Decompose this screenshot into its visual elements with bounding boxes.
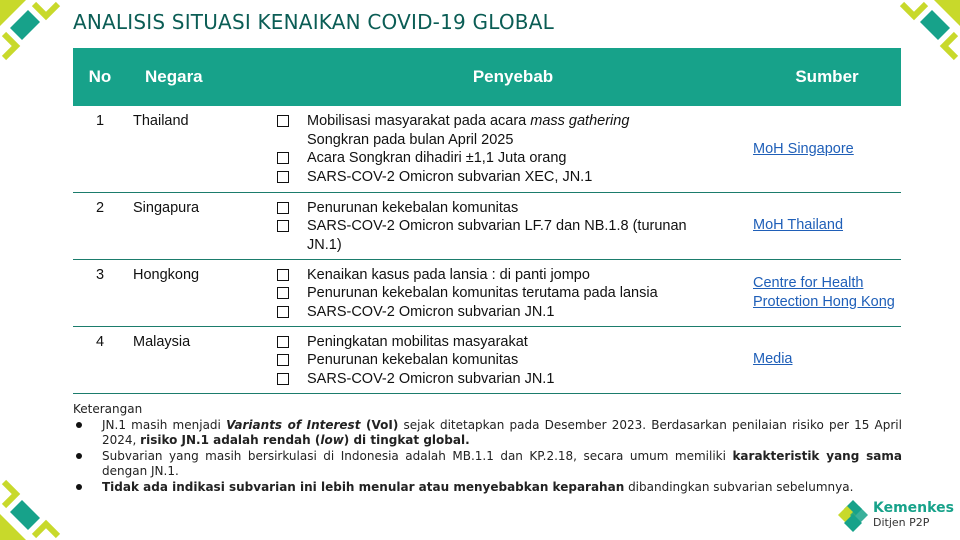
cause-item (273, 168, 753, 187)
table-row (73, 259, 901, 326)
row-no: 1 (95, 113, 105, 129)
cause-text: SARS-COV-2 Omicron subvarian JN.1 (307, 370, 555, 387)
bullet-dot-icon (76, 453, 82, 459)
row-source (753, 259, 901, 326)
checkbox-bullet-icon (277, 287, 289, 299)
corner-decoration-bottom-left (0, 478, 62, 540)
row-no: 3 (95, 266, 105, 283)
cause-text: Penurunan kekebalan komunitas (307, 199, 519, 216)
cause-text: Acara Songkran dihadiri ±1,1 Juta orang (307, 150, 567, 166)
row-negara: Malaysia (133, 333, 191, 350)
cause-item (273, 217, 753, 254)
cause-item (273, 370, 753, 389)
row-source (753, 106, 901, 192)
cause-item (273, 333, 753, 352)
note-item (73, 418, 907, 449)
cause-text: Mobilisasi masyarakat pada acara (307, 113, 531, 129)
checkbox-bullet-icon (277, 115, 289, 127)
cause-text: Kenaikan kasus pada lansia : di panti jompo (307, 266, 590, 283)
checkbox-bullet-icon (277, 220, 289, 232)
note-text: JN.1 masih menjadi Variants of Interest (VoI) sejak ditetapkan pada Desember 2023. Berdasarkan penilaian risiko per 15 April 2024, risiko JN.1 adalah rendah (low) di tingkat global. (102, 417, 902, 447)
cause-text: Songkran pada bulan April 2025 (307, 131, 514, 148)
header-no: No (73, 48, 127, 106)
corner-decoration-top-right (898, 0, 960, 62)
page-title: ANALISIS SITUASI KENAIKAN COVID-19 GLOBAL (73, 10, 554, 34)
note-text: Tidak ada indikasi subvarian ini lebih menular atau menyebabkan keparahan dibandingkan subvarian sebelumnya. (102, 479, 854, 494)
source-link-moh-thailand[interactable]: MoH Thailand (753, 217, 844, 234)
checkbox-bullet-icon (277, 269, 289, 281)
source-link-chp-hong-kong[interactable] (753, 274, 901, 311)
checkbox-bullet-icon (277, 306, 289, 318)
logo-name: Kemenkes (873, 500, 954, 516)
cause-item (273, 266, 753, 285)
source-link-media[interactable]: Media (753, 351, 793, 368)
notes-section (73, 402, 907, 495)
source-link-moh-singapore[interactable]: MoH Singapore (753, 140, 854, 157)
header-sumber: Sumber (753, 48, 901, 106)
checkbox-bullet-icon (277, 171, 289, 183)
logo-sub: Ditjen P2P (873, 516, 930, 529)
header-penyebab: Penyebab (273, 48, 753, 106)
checkbox-bullet-icon (277, 336, 289, 348)
source-link-line[interactable]: Protection Hong Kong (753, 293, 895, 310)
table-row (73, 326, 901, 393)
cause-text: SARS-COV-2 Omicron subvarian JN.1 (307, 303, 555, 320)
cause-item (273, 199, 753, 218)
table-row (73, 106, 901, 192)
row-negara: Thailand (133, 113, 189, 129)
table-header-row (73, 48, 901, 106)
checkbox-bullet-icon (277, 373, 289, 385)
row-causes (273, 192, 753, 259)
note-item (73, 449, 907, 480)
checkbox-bullet-icon (277, 152, 289, 164)
row-negara: Hongkong (133, 266, 200, 283)
row-causes (273, 259, 753, 326)
row-causes (273, 326, 753, 393)
kemenkes-logo-icon (836, 498, 870, 534)
cause-text: Penurunan kekebalan komunitas terutama pada lansia (307, 285, 658, 301)
cause-item (273, 303, 753, 322)
cause-item (273, 284, 753, 303)
row-causes (273, 106, 753, 192)
note-item (73, 480, 907, 496)
bullet-dot-icon (76, 422, 82, 428)
note-text: Subvarian yang masih bersirkulasi di Indonesia adalah MB.1.1 dan KP.2.18, secara umum memiliki karakteristik yang sama dengan JN.1. (102, 448, 903, 478)
cause-text-italic: mass gathering (530, 113, 630, 129)
cause-item (273, 149, 753, 168)
row-no: 2 (95, 199, 105, 216)
row-source (753, 326, 901, 393)
cause-text: Peningkatan mobilitas masyarakat (307, 333, 528, 350)
kemenkes-logo-text (873, 500, 954, 529)
header-negara (127, 48, 273, 106)
cause-text: Penurunan kekebalan komunitas (307, 352, 519, 368)
notes-heading: Keterangan (73, 402, 143, 416)
cause-text: SARS-COV-2 Omicron subvarian XEC, JN.1 (307, 168, 593, 185)
cause-item (273, 112, 753, 149)
row-negara: Singapura (133, 199, 200, 216)
header-negara-label: Negara (145, 67, 203, 86)
cause-text: SARS-COV-2 Omicron subvarian LF.7 dan NB.1.8 (turunan JN.1) (307, 218, 687, 253)
checkbox-bullet-icon (277, 202, 289, 214)
cause-item (273, 351, 753, 370)
checkbox-bullet-icon (277, 354, 289, 366)
corner-decoration-top-left (0, 0, 62, 62)
table-row (73, 192, 901, 259)
source-link-line[interactable]: Centre for Health (753, 275, 864, 291)
row-source (753, 192, 901, 259)
bullet-dot-icon (76, 484, 82, 490)
covid-analysis-table (73, 48, 901, 394)
row-no: 4 (95, 333, 105, 350)
